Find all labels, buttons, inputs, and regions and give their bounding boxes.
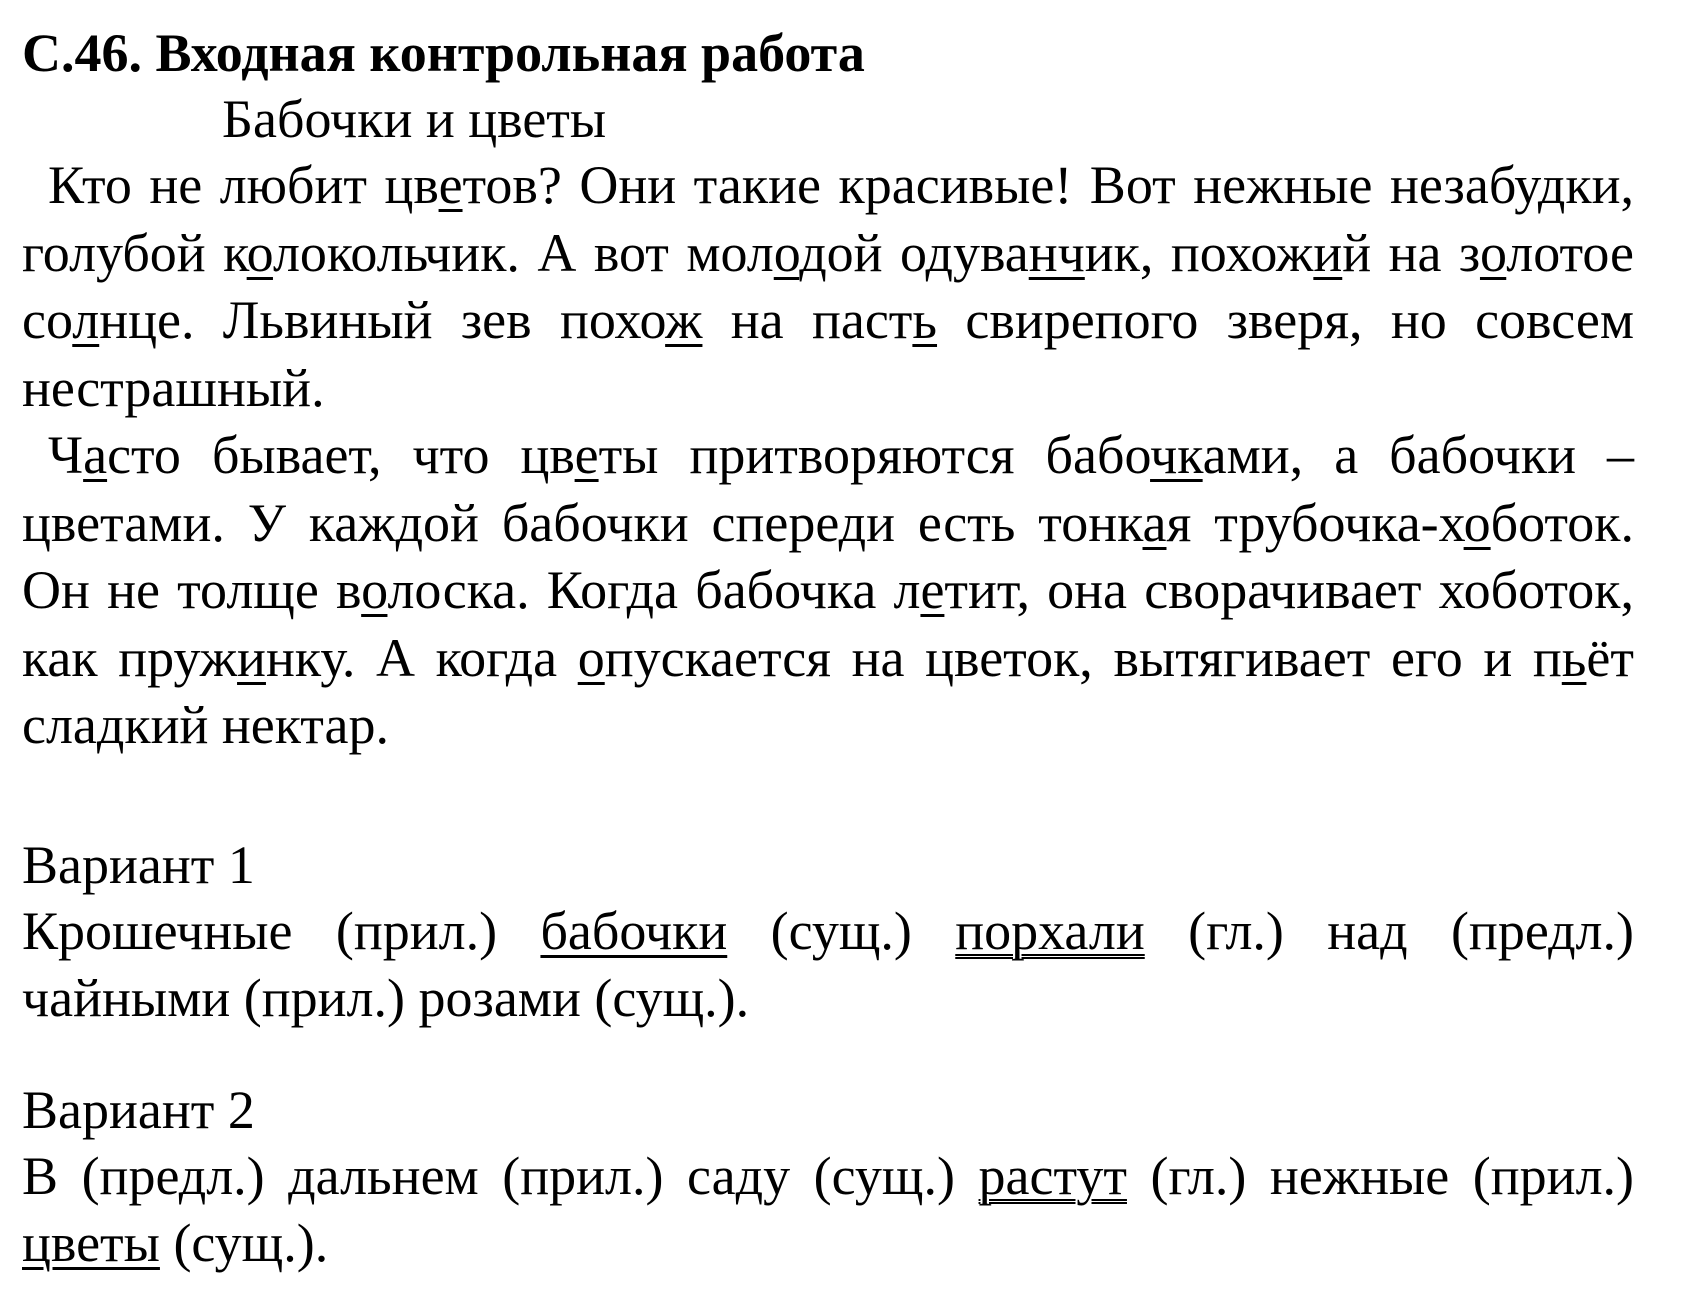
underlined-text: нч [1028, 222, 1085, 283]
underlined-text: а [83, 425, 108, 485]
double-underlined-text: порхали [955, 900, 1145, 961]
text-run: ами, а бабочки – цветами. У каждой бабочки спереди есть тонк [22, 425, 1634, 553]
text-run: тит, она сворачивает хоботок, как пруж [22, 560, 1635, 688]
variant-2-title: Вариант 2 [22, 1079, 255, 1140]
story-paragraph-2 [22, 422, 1634, 760]
underlined-text: а [1142, 492, 1167, 553]
text-run: Кто не любит цв [48, 155, 439, 215]
text-run: (сущ.) [727, 900, 956, 961]
text-run: нку. А когда [265, 627, 578, 688]
underlined-text: о [1479, 222, 1507, 283]
text-run: ик, похож [1084, 222, 1314, 283]
underlined-text: о [1463, 492, 1491, 553]
underlined-text: е [920, 560, 945, 620]
underlined-text: чк [1150, 425, 1203, 485]
underlined-text: о [361, 560, 388, 620]
text-run: (гл.) нежные (прил.) [1126, 1145, 1635, 1206]
spacer [22, 1033, 1634, 1077]
text-run: ты притворяются бабо [598, 425, 1151, 485]
text-run: свирепого зверя, но совсем нестрашный. [22, 290, 1634, 418]
text-run: лотое со [22, 222, 1634, 350]
text-run: локольчик. А вот мол [272, 222, 774, 283]
underlined-text: о [246, 222, 273, 283]
text-run: Ч [48, 425, 84, 485]
underlined-text: е [438, 155, 463, 215]
spacer [22, 760, 1634, 832]
text-run: лоска. Когда бабочка л [387, 560, 921, 620]
page-title: С.46. Входная контрольная работа [22, 23, 865, 83]
text-run: кий нектар. [124, 695, 390, 755]
text-run: на паст [702, 290, 913, 350]
underlined-text: бабочки [540, 900, 728, 961]
underlined-text: о [773, 222, 800, 283]
text-run: (гл.) над (предл.) чайными (прил.) розами (сущ.). [22, 900, 1634, 1028]
underlined-text: д [96, 695, 125, 755]
underlined-text: ж [665, 290, 703, 350]
variant-1-sentence [22, 898, 1634, 1033]
text-run: В (предл.) дальнем (прил.) саду (сущ.) [22, 1145, 979, 1206]
underlined-text: и [1313, 222, 1343, 283]
underlined-text: цветы [22, 1213, 160, 1273]
underlined-text: и [237, 627, 266, 688]
text-run: боток. Он не толще в [22, 492, 1634, 620]
text-run: ёт сла [22, 627, 1634, 755]
underlined-text: д [1537, 155, 1566, 215]
story-paragraph-1 [22, 152, 1634, 422]
double-underlined-text: растут [978, 1145, 1127, 1206]
text-run: дой одува [799, 222, 1029, 283]
text-run: пускается на цветок, вытягивает его и п [604, 627, 1562, 688]
text-run: ки, голубой к [22, 155, 1634, 283]
underlined-text: ь [912, 290, 938, 350]
document-page [22, 20, 1634, 1278]
text-run: тов? Они такие красивые! Вот нежные незабу [462, 155, 1538, 215]
underlined-text: е [574, 425, 599, 485]
underlined-text: л [72, 290, 100, 350]
underlined-text: о [577, 627, 605, 688]
text-run: Крошечные (прил.) [22, 900, 541, 961]
text-run: я трубочка-х [1166, 492, 1464, 553]
story-title: Бабочки и цветы [222, 89, 607, 149]
variant-2-sentence [22, 1143, 1634, 1278]
underlined-text: ь [1561, 627, 1587, 688]
text-run: сто бывает, что цв [107, 425, 575, 485]
text-run: нце. Львиный зев похо [99, 290, 666, 350]
text-run: й на з [1342, 222, 1480, 283]
text-run: (сущ.). [159, 1213, 329, 1273]
variant-1-title: Вариант 1 [22, 834, 255, 895]
